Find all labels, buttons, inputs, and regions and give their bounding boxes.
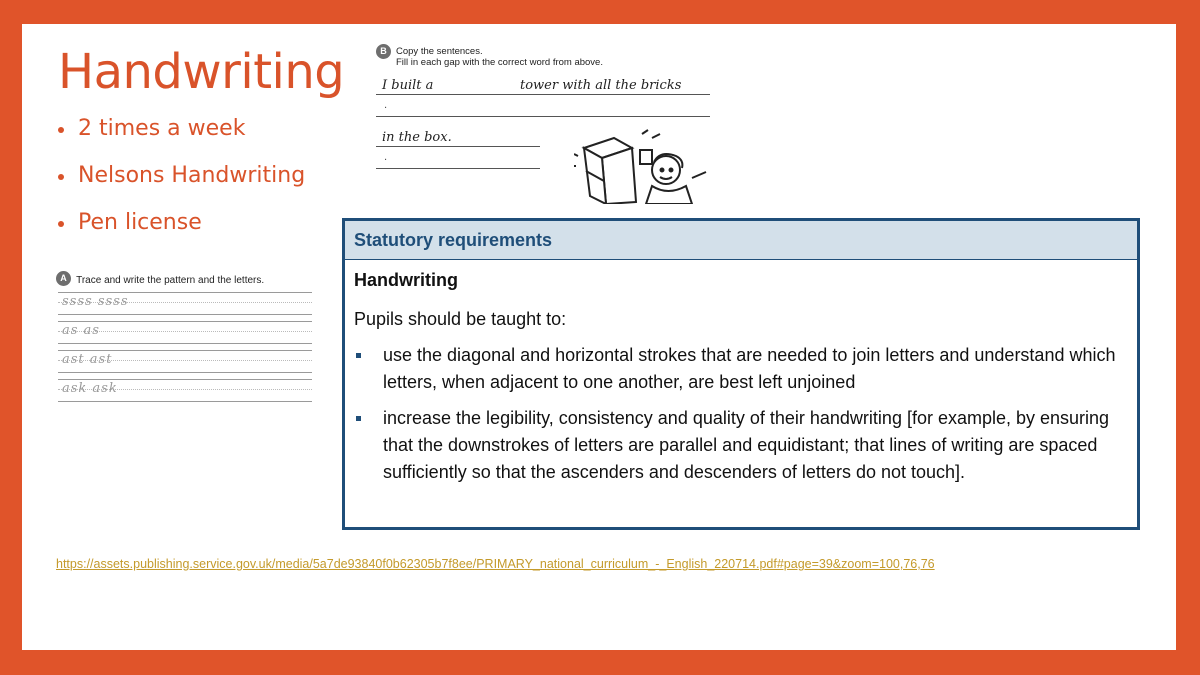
- bullet-text: Nelsons Handwriting: [78, 163, 306, 188]
- square-bullet-icon: [356, 416, 361, 421]
- statutory-item-text: increase the legibility, consistency and quality of their handwriting [for example, by ensuring that the downstrokes of letters are parallel and equidistant; that lines of writing are spaced sufficiently so that the ascenders and descenders of letters do not touch].: [383, 408, 1110, 482]
- instruction-line: Copy the sentences.: [396, 46, 483, 57]
- trace-row: [56, 290, 312, 319]
- bullet-text: Pen license: [78, 210, 202, 235]
- statutory-intro: Pupils should be taught to:: [354, 309, 567, 329]
- bullet-item: [58, 161, 305, 208]
- boy-with-bricks-illustration: [574, 126, 710, 204]
- bullet-item: [58, 208, 305, 255]
- trace-row: [56, 377, 312, 406]
- worksheet-a-badge: A: [56, 271, 71, 286]
- statutory-list-item: [345, 405, 1137, 486]
- worksheet-b-badge: B: [376, 44, 391, 59]
- square-bullet-icon: [356, 353, 361, 358]
- sentence-part: tower with all the bricks: [520, 78, 682, 93]
- sentence-part: I built a: [382, 78, 434, 93]
- trace-row: [56, 319, 312, 348]
- trace-text: as as: [62, 323, 100, 338]
- bullet-dot-icon: [58, 127, 64, 133]
- sentence-part: in the box.: [382, 130, 452, 145]
- trace-text: ssss ssss: [62, 294, 129, 309]
- statutory-list: [345, 342, 1137, 486]
- trace-text: ask ask: [62, 381, 118, 396]
- statutory-item-text: use the diagonal and horizontal strokes that are needed to join letters and understand which letters, when adjacent to one another, are best left unjoined: [383, 345, 1116, 392]
- bullet-list: [58, 114, 305, 255]
- page-title: Handwriting: [58, 44, 345, 100]
- worksheet-a-instruction: Trace and write the pattern and the letters.: [76, 275, 265, 286]
- statutory-list-item: [345, 342, 1137, 396]
- statutory-requirements-box: [342, 218, 1140, 530]
- statutory-subheading: Handwriting: [354, 270, 458, 290]
- slide: [22, 24, 1176, 650]
- instruction-line: Fill in each gap with the correct word from above.: [396, 57, 603, 68]
- worksheet-a-image: [56, 264, 312, 404]
- bullet-item: [58, 114, 305, 161]
- bullet-dot-icon: [58, 221, 64, 227]
- trace-text: ast ast: [62, 352, 113, 367]
- bullet-dot-icon: [58, 174, 64, 180]
- trace-row: [56, 348, 312, 377]
- worksheet-b-instruction: [396, 46, 603, 68]
- curriculum-link[interactable]: https://assets.publishing.service.gov.uk/media/5a7de93840f0b62305b7f8ee/PRIMARY_national_curriculum_-_English_220714.pdf#page=39&zoom=100,76,76: [56, 557, 935, 571]
- bullet-text: 2 times a week: [78, 116, 246, 141]
- worksheet-b-image: B Copy the sentences. Fill in each gap with the correct word from above. I built a tower with all the bricks . in the box. .: [376, 44, 712, 204]
- statutory-header: Statutory requirements: [345, 221, 1137, 260]
